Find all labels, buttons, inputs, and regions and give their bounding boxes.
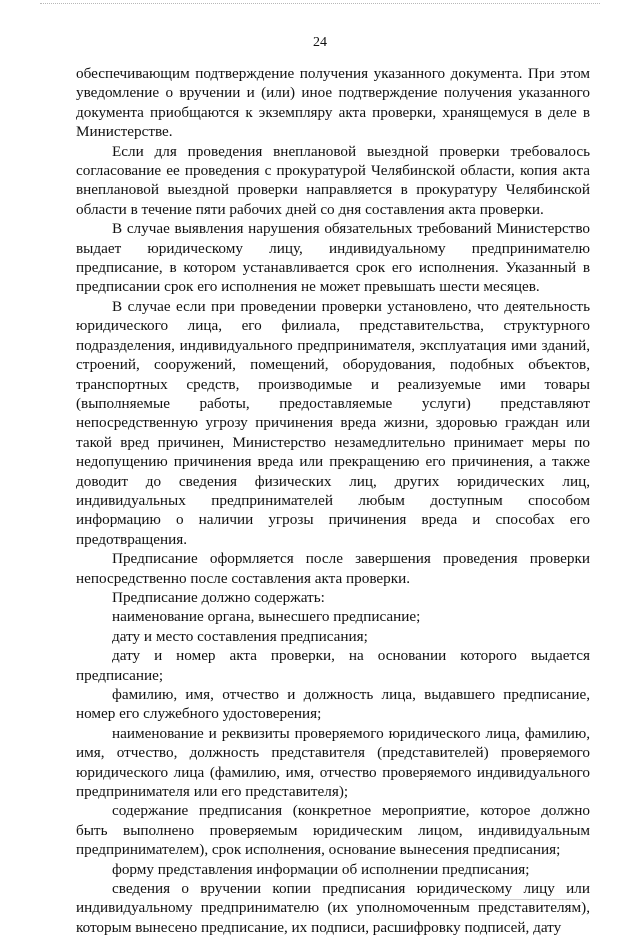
paragraph: сведения о вручении копии предписания юридическому лицу или индивидуальному предпринимателю (их уполномоченным представителям), которым вынесено предписание, их подписи, расшифровку подписей, дату [76,880,590,936]
paragraph: фамилию, имя, отчество и должность лица, выдавшего предписание, номер его служебного удостоверения; [76,686,590,723]
paragraph: дату и номер акта проверки, на основании которого выдается предписание; [76,647,590,684]
paragraph: наименование и реквизиты проверяемого юридического лица, фамилию, имя, отчество, должность представителя (представителей) проверяемого юридического лица (фамилию, имя, отчество проверяемого индивидуального предпринимателя или его представителя); [76,724,590,801]
paragraph: дату и место составления предписания; [112,627,368,645]
page-number: 24 [313,35,327,50]
document-body [76,64,590,937]
paragraph: обеспечивающим подтверждение получения указанного документа. При этом уведомление о вручении и (или) иное подтверждение получения указанного документа приобщаются к экземпляру акта проверки, хранящемуся в деле в Министерстве. [76,65,590,141]
paragraph: В случае выявления нарушения обязательных требований Министерство выдает юридическому лицу, индивидуальному предпринимателю предписание, в котором устанавливается срок его исполнения. Указанный в предписании срок его исполнения не может превышать шести месяцев. [76,220,590,296]
paragraph: Если для проведения внеплановой выездной проверки требовалось согласование ее проведения с прокуратурой Челябинской области, копия акта внеплановой выездной проверки направляется в прокуратуру Челябинской области в течение пяти рабочих дней со дня составления акта проверки. [76,142,590,218]
scan-artifact-line [40,3,600,4]
paragraph: Предписание должно содержать: [112,588,325,606]
paragraph: наименование органа, вынесшего предписание; [112,608,421,626]
paragraph: Предписание оформляется после завершения проведения проверки непосредственно после составления акта проверки. [76,550,590,587]
paragraph: содержание предписания (конкретное мероприятие, которое должно быть выполнено проверяемым юридическим лицом, индивидуальным предпринимателем), срок исполнения, основание вынесения предписания; [76,802,590,859]
scan-artifact-line [430,899,580,900]
paragraph: В случае если при проведении проверки установлено, что деятельность юридического лица, его филиала, представительства, структурного подразделения, индивидуального предпринимателя, эксплуатация ими зданий, строений, сооружений, помещений, оборудования, подобных объектов, транспортных средств, производимые и реализуемые ими товары (выполняемые работы, предоставляемые услуги) представляют непосредственную угрозу причинения вреда жизни, здоровью граждан или такой вред причинен, Министерство незамедлительно принимает меры по недопущению причинения вреда или прекращению его причинения, а также доводит до сведения физических лиц, других юридических лиц, индивидуальных предпринимателей любым доступным способом информацию о наличии угрозы причинения вреда и способах его предотвращения. [76,297,590,548]
paragraph: форму представления информации об исполнении предписания; [112,860,530,878]
